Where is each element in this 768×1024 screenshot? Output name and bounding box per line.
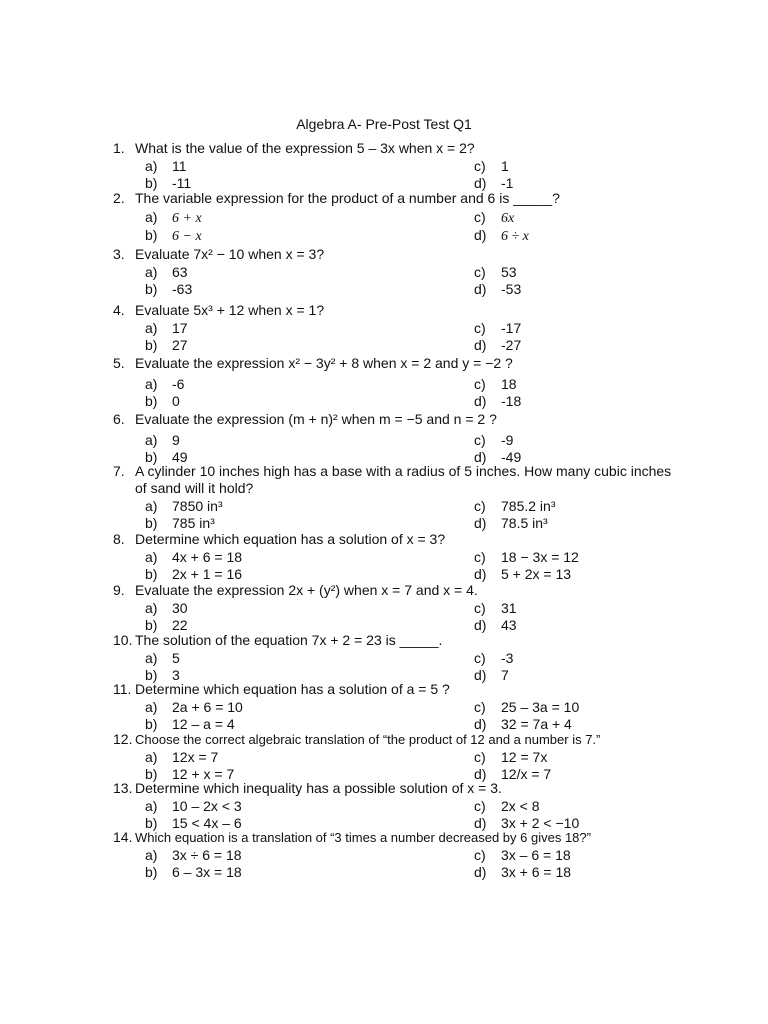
option-c: c) 31	[474, 600, 517, 616]
option-c: c) 1	[474, 158, 509, 174]
question-number: 11.	[113, 681, 132, 697]
option-b: b) -11	[145, 175, 192, 191]
option-b: b) 2x + 1 = 16	[145, 566, 243, 582]
question-number: 14.	[113, 829, 133, 845]
option-b: b) 3	[145, 667, 180, 683]
question-10	[113, 632, 673, 684]
question-stem: Determine which equation has a solution of a = 5 ?	[135, 681, 450, 697]
option-a: a) 4x + 6 = 18	[145, 549, 243, 565]
question-4	[113, 302, 673, 354]
question-number: 9.	[113, 582, 125, 598]
question-number: 1.	[113, 140, 125, 156]
option-a: a) 6 + x	[145, 209, 202, 226]
question-number: 12.	[113, 731, 133, 747]
option-d: d) -49	[474, 449, 522, 465]
question-number: 13.	[113, 780, 133, 796]
option-c: c) -9	[474, 432, 514, 448]
option-c: c) 18	[474, 376, 517, 392]
option-d: d) -27	[474, 337, 522, 353]
option-d: d) 7	[474, 667, 509, 683]
option-d: d) 5 + 2x = 13	[474, 566, 572, 582]
option-b: b) 6 – 3x = 18	[145, 864, 242, 880]
option-a: a) 2a + 6 = 10	[145, 699, 243, 715]
question-stem: The variable expression for the product of a number and 6 is _____?	[135, 190, 560, 206]
question-6	[113, 411, 673, 466]
question-number: 10.	[113, 632, 133, 648]
option-a: a) 17	[145, 320, 188, 336]
option-b: b) 785 in³	[145, 515, 215, 531]
option-a: a) -6	[145, 376, 185, 392]
page-title: Algebra A- Pre-Post Test Q1	[296, 116, 472, 132]
option-d: d) 6 ÷ x	[474, 227, 529, 244]
option-a: a) 3x ÷ 6 = 18	[145, 847, 242, 863]
option-d: d) -18	[474, 393, 522, 409]
option-d: d) 43	[474, 617, 517, 633]
option-b: b) 0	[145, 393, 180, 409]
option-a: a) 5	[145, 650, 180, 666]
option-c: c) 53	[474, 264, 517, 280]
question-stem: Evaluate the expression x² − 3y² + 8 when x = 2 and y = −2 ?	[135, 355, 513, 371]
option-a: a) 30	[145, 600, 188, 616]
option-c: c) 2x < 8	[474, 798, 540, 814]
question-11	[113, 681, 673, 733]
option-b: b) -63	[145, 281, 193, 297]
question-3	[113, 246, 673, 298]
option-a: a) 10 – 2x < 3	[145, 798, 242, 814]
question-stem: Determine which equation has a solution of x = 3?	[135, 531, 446, 547]
question-number: 3.	[113, 246, 125, 262]
option-d: d) -1	[474, 175, 514, 191]
option-d: d) 12/x = 7	[474, 766, 552, 782]
option-a: a) 11	[145, 158, 187, 174]
question-5	[113, 355, 673, 410]
question-stem: Evaluate 5x³ + 12 when x = 1?	[135, 302, 325, 318]
option-d: d) 3x + 6 = 18	[474, 864, 572, 880]
question-2	[113, 190, 673, 246]
question-number: 4.	[113, 302, 125, 318]
option-a: a) 9	[145, 432, 180, 448]
question-13	[113, 780, 673, 832]
question-number: 8.	[113, 531, 125, 547]
question-12	[113, 731, 673, 783]
question-number: 5.	[113, 355, 125, 371]
option-c: c) 25 – 3a = 10	[474, 699, 580, 715]
option-b: b) 49	[145, 449, 188, 465]
option-b: b) 12 + x = 7	[145, 766, 235, 782]
option-c: c) 18 − 3x = 12	[474, 549, 579, 565]
question-number: 7.	[113, 463, 125, 479]
option-a: a) 63	[145, 264, 188, 280]
option-c: c) 6x	[474, 209, 515, 226]
question-stem: Which equation is a translation of “3 times a number decreased by 6 gives 18?”	[135, 830, 591, 845]
option-a: a) 12x = 7	[145, 749, 219, 765]
option-c: c) -17	[474, 320, 522, 336]
question-stem: Determine which inequality has a possible solution of x = 3.	[135, 780, 502, 796]
question-stem: A cylinder 10 inches high has a base with a radius of 5 inches. How many cubic inches of sand will it hold?	[135, 463, 672, 496]
question-stem: Evaluate the expression (m + n)² when m = −5 and n = 2 ?	[135, 411, 497, 427]
question-14	[113, 829, 673, 881]
question-number: 6.	[113, 411, 125, 427]
option-d: d) -53	[474, 281, 522, 297]
option-b: b) 6 − x	[145, 227, 202, 244]
question-1	[113, 140, 673, 192]
option-c: c) 785.2 in³	[474, 498, 556, 514]
question-stem: The solution of the equation 7x + 2 = 23 is _____.	[135, 632, 443, 648]
option-d: d) 3x + 2 < −10	[474, 815, 580, 831]
option-b: b) 22	[145, 617, 188, 633]
option-d: d) 32 = 7a + 4	[474, 716, 572, 732]
question-stem: Choose the correct algebraic translation of “the product of 12 and a number is 7.”	[135, 732, 601, 747]
question-number: 2.	[113, 190, 125, 206]
option-c: c) -3	[474, 650, 514, 666]
question-7	[113, 463, 673, 532]
question-stem: Evaluate the expression 2x + (y²) when x = 7 and x = 4.	[135, 582, 478, 598]
option-b: b) 12 – a = 4	[145, 716, 235, 732]
option-c: c) 3x – 6 = 18	[474, 847, 571, 863]
option-b: b) 27	[145, 337, 188, 353]
question-stem: What is the value of the expression 5 – 3x when x = 2?	[135, 140, 475, 156]
option-d: d) 78.5 in³	[474, 515, 548, 531]
question-8	[113, 531, 673, 583]
question-stem: Evaluate 7x² − 10 when x = 3?	[135, 246, 325, 262]
option-c: c) 12 = 7x	[474, 749, 548, 765]
question-9	[113, 582, 673, 634]
option-a: a) 7850 in³	[145, 498, 223, 514]
option-b: b) 15 < 4x – 6	[145, 815, 242, 831]
